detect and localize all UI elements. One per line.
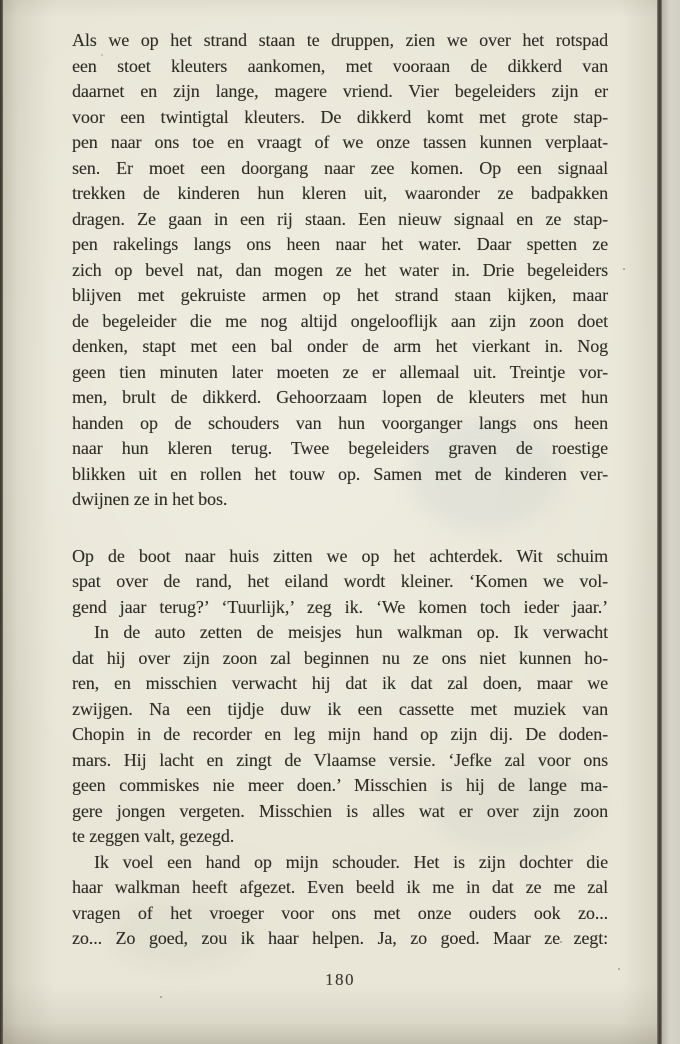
text-line: zwijgen. Na een tijdje duw ik een cassette met muziek van [72,698,608,719]
text-line: pen naar ons toe en vraagt of we onze tassen kunnen verplaat- [72,132,608,152]
text-line: een stoet kleuters aankomen, met vooraan de dikkerd van [72,55,608,76]
text-line: dragen. Ze gaan in een rij staan. Een nieuw signaal en ze stap- [72,208,608,229]
text-line: zo... Zo goed, zou ik haar helpen. Ja, zo goed. Maar ze zegt: [72,928,608,948]
text-line: geen tien minuten later moeten ze er allemaal uit. Treintje vor- [72,361,608,382]
page-number: 180 [325,970,355,989]
text-line: In de auto zetten de meisjes hun walkman op. Ik verwacht [94,622,608,642]
text-line: Op de boot naar huis zitten we op het achterdek. Wit schuim [72,545,608,566]
scan-speck [160,996,162,998]
text-line: pen rakelings langs ons heen naar het water. Daar spetten ze [72,234,608,254]
text-line: vragen of het vroeger voor ons met onze ouders ook zo... [72,902,608,923]
text-line: ren, en misschien verwacht hij dat ik dat zal doen, maar we [72,673,608,693]
scanner-background-strip [662,0,680,1044]
text-line: de begeleider die me nog altijd ongelooflijk aan zijn zoon doet [72,310,608,331]
text-line: geen commiskes nie meer doen.’ Misschien is hij de lange ma- [72,775,608,795]
text-line: dwijnen ze in het bos. [72,489,228,509]
text-line: daarnet en zijn lange, magere vriend. Vier begeleiders zijn er [72,81,608,101]
page-text [72,28,608,952]
text-line: handen op de schouders van hun voorganger langs ons heen [72,412,608,433]
text-line: haar walkman heeft afgezet. Even beeld ik me in dat ze me zal [72,877,608,897]
paragraph-gap [72,513,608,544]
text-line: voor een twintigtal kleuters. De dikkerd komt met grote stap- [72,106,608,127]
scan-left-edge [0,0,3,1044]
text-line: Chopin in de recorder en leg mijn hand op zijn dij. De doden- [72,724,608,744]
text-line: sen. Er moet een doorgang naar zee komen. Op een signaal [72,157,608,178]
text-line: dat hij over zijn zoon zal beginnen nu ze ons niet kunnen ho- [72,647,608,668]
text-line: Als we op het strand staan te druppen, zien we over het rotspad [72,30,608,50]
text-line: men, brult de dikkerd. Gehoorzaam lopen de kleuters met hun [72,387,608,407]
text-line: te zeggen valt, gezegd. [72,826,235,846]
scan-speck [618,968,620,970]
text-line: naar hun kleren terug. Twee begeleiders graven de roestige [72,438,608,458]
text-line: zich op bevel nat, dan mogen ze het water in. Drie begeleiders [72,259,608,280]
text-line: trekken de kinderen hun kleren uit, waaronder ze badpakken [72,183,608,203]
text-line: gend jaar terug?’ ‘Tuurlijk,’ zeg ik. ‘We komen toch ieder jaar.’ [72,596,608,617]
text-line: spat over de rand, het eiland wordt kleiner. ‘Komen we vol- [72,571,608,591]
text-line: gere jongen vergeten. Misschien is alles wat er over zijn zoon [72,800,608,821]
text-line: Ik voel een hand op mijn schouder. Het is zijn dochter die [94,851,608,872]
text-line: blijven met gekruiste armen op het strand staan kijken, maar [72,285,608,305]
text-line: mars. Hij lacht en zingt de Vlaamse versie. ‘Jefke zal voor ons [72,749,608,770]
scan-speck [623,268,625,270]
text-line: blikken uit en rollen het touw op. Samen met de kinderen ver- [72,463,608,484]
text-line: denken, stapt met een bal onder de arm het vierkant in. Nog [72,336,608,356]
